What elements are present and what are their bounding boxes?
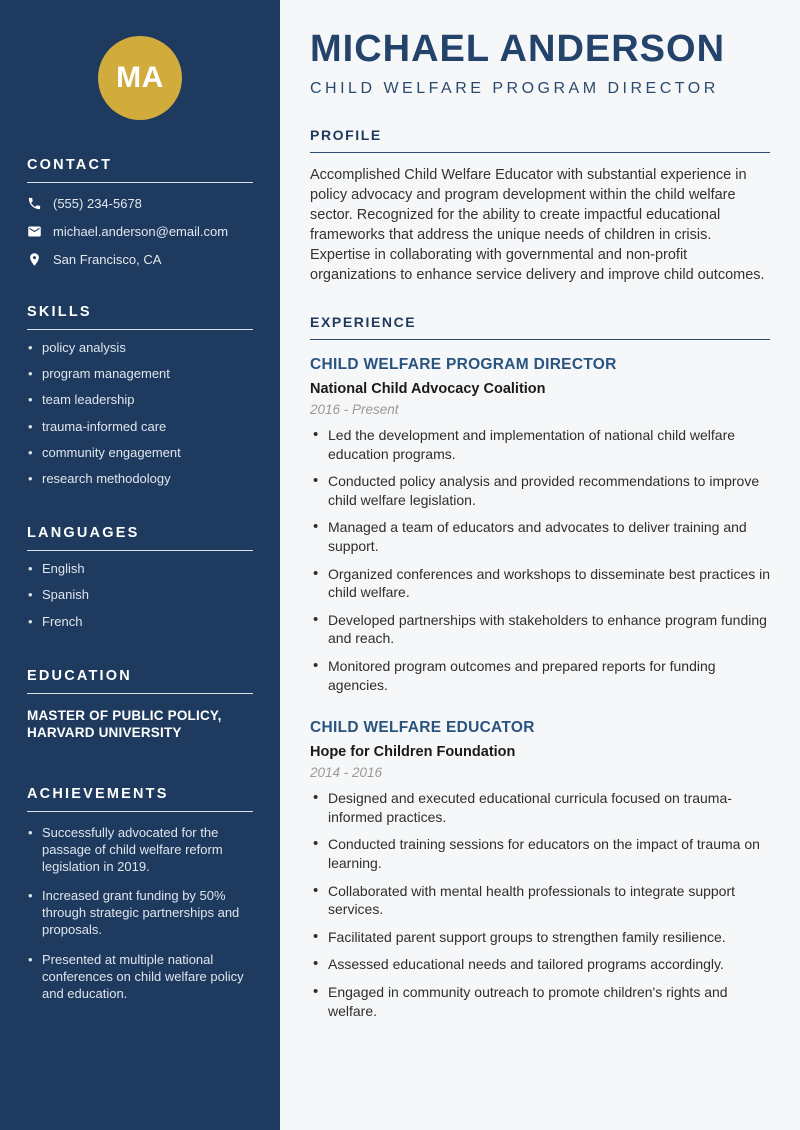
skills-heading: SKILLS (27, 304, 253, 330)
job-entry (310, 719, 770, 1020)
language-item: • Spanish (27, 587, 253, 604)
job-bullet: • Engaged in community outreach to promote children's rights and welfare. (310, 983, 770, 1020)
avatar-initials: MA (116, 61, 164, 94)
education-section (27, 668, 253, 742)
job-bullets (310, 426, 770, 694)
job-dates: 2016 - Present (310, 401, 399, 417)
profile-text: Accomplished Child Welfare Educator with substantial experience in policy advocacy and program development within the child welfare sector. Recognized for the ability to create impactful educational frameworks that address the unique needs of children in crisis. Expertise in collaborating with governmental and non-profit organizations to enhance service delivery and improve child outcomes. (310, 166, 765, 283)
job-bullet: • Managed a team of educators and advocates to deliver training and support. (310, 518, 770, 555)
skill-item: • trauma-informed care (27, 419, 253, 436)
job-bullet: • Conducted policy analysis and provided recommendations to improve child welfare legislation. (310, 472, 770, 509)
skills-list (27, 340, 253, 489)
job-bullet: • Organized conferences and workshops to disseminate best practices in child welfare. (310, 565, 770, 602)
achievement-item: • Successfully advocated for the passage of child welfare reform legislation in 2019. (27, 824, 253, 875)
job-bullet: • Monitored program outcomes and prepared reports for funding agencies. (310, 657, 770, 694)
achievement-item: • Increased grant funding by 50% through strategic partnerships and proposals. (27, 887, 253, 938)
contact-item-email (27, 224, 253, 239)
job-bullet: • Developed partnerships with stakeholders to enhance program funding and reach. (310, 611, 770, 648)
sidebar (0, 0, 280, 1130)
job-entry (310, 356, 770, 694)
contact-item-location (27, 252, 253, 267)
contact-phone-text: (555) 234-5678 (53, 196, 142, 211)
avatar (98, 36, 182, 120)
job-title: CHILD WELFARE PROGRAM DIRECTOR (310, 355, 617, 373)
achievements-list (27, 824, 253, 1002)
languages-heading: LANGUAGES (27, 525, 253, 551)
contact-location-text: San Francisco, CA (53, 252, 162, 267)
page-title-name: MICHAEL ANDERSON (310, 28, 726, 70)
job-title: CHILD WELFARE EDUCATOR (310, 719, 535, 737)
job-bullets (310, 789, 770, 1020)
education-degree: MASTER OF PUBLIC POLICY, HARVARD UNIVERSITY (27, 707, 222, 741)
achievement-item: • Presented at multiple national conferences on child welfare policy and education. (27, 951, 253, 1002)
skill-item: • research methodology (27, 471, 253, 488)
email-icon (27, 224, 42, 239)
contact-section (27, 157, 253, 267)
skill-item: • team leadership (27, 392, 253, 409)
phone-icon (27, 196, 42, 211)
experience-heading: EXPERIENCE (310, 314, 770, 340)
skill-item: • policy analysis (27, 340, 253, 357)
job-company: Hope for Children Foundation (310, 744, 516, 761)
contact-item-phone (27, 196, 253, 211)
headline-job-title: CHILD WELFARE PROGRAM DIRECTOR (310, 79, 719, 97)
profile-section (310, 127, 770, 285)
location-icon (27, 252, 42, 267)
job-dates: 2014 - 2016 (310, 765, 383, 781)
education-heading: EDUCATION (27, 668, 253, 694)
skill-item: • program management (27, 366, 253, 383)
contact-heading: CONTACT (27, 157, 253, 183)
contact-list (27, 196, 253, 267)
skill-item: • community engagement (27, 445, 253, 462)
language-item: • French (27, 614, 253, 631)
skills-section (27, 304, 253, 488)
profile-heading: PROFILE (310, 127, 770, 153)
job-bullet: • Facilitated parent support groups to strengthen family resilience. (310, 928, 770, 947)
achievements-heading: ACHIEVEMENTS (27, 786, 253, 812)
job-bullet: • Assessed educational needs and tailored programs accordingly. (310, 955, 770, 974)
main-content (280, 0, 800, 1130)
experience-section (310, 314, 770, 1020)
languages-section (27, 525, 253, 630)
contact-email-text: michael.anderson@email.com (53, 224, 229, 239)
job-bullet: • Designed and executed educational curricula focused on trauma-informed practices. (310, 789, 770, 826)
achievements-section (27, 786, 253, 1002)
job-bullet: • Collaborated with mental health professionals to integrate support services. (310, 882, 770, 919)
job-bullet: • Conducted training sessions for educators on the impact of trauma on learning. (310, 835, 770, 872)
language-item: • English (27, 561, 253, 578)
job-bullet: • Led the development and implementation of national child welfare education programs. (310, 426, 770, 463)
job-company: National Child Advocacy Coalition (310, 380, 546, 397)
languages-list (27, 561, 253, 631)
